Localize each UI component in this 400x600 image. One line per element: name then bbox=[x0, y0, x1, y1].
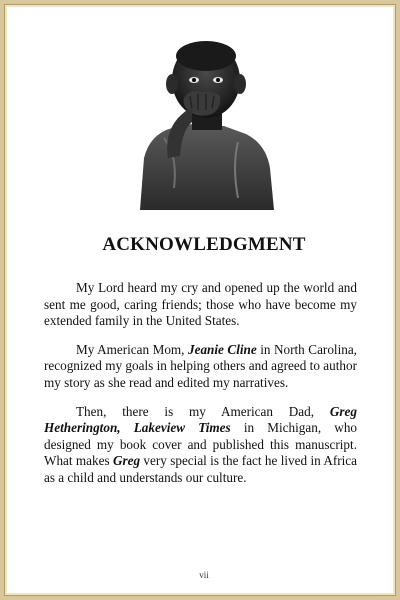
paragraph-2-text-c: in North Carolina, recognized my goals in helping others and agreed to author my story as she read and edited my narratives. bbox=[44, 341, 357, 390]
page-number: vii bbox=[199, 570, 209, 580]
paragraph-3 bbox=[44, 404, 357, 487]
name-greg: Greg bbox=[112, 453, 141, 469]
body-text bbox=[44, 280, 357, 499]
paragraph-2 bbox=[44, 342, 357, 392]
paragraph-3-text-c: in Michigan, who designed my book cover and published this manuscript. What makes bbox=[44, 420, 358, 469]
child-photo bbox=[134, 38, 278, 210]
page-title: ACKNOWLEDGMENT bbox=[102, 234, 306, 255]
paragraph-1: My Lord heard my cry and opened up the world and sent me good, caring friends; those who have become my extended family in the United States. bbox=[44, 280, 357, 329]
paragraph-2-text-a: My American Mom, bbox=[76, 341, 188, 357]
paragraph-3-text-e: very special is the fact he lived in Africa as a child and understands our culture. bbox=[44, 453, 357, 485]
name-jeanie-cline: Jeanie Cline bbox=[188, 341, 257, 357]
paragraph-3-text-a: Then, there is my American Dad, bbox=[76, 403, 330, 419]
name-greg-hetherington: Greg Hetherington, Lakeview Times bbox=[44, 403, 357, 436]
